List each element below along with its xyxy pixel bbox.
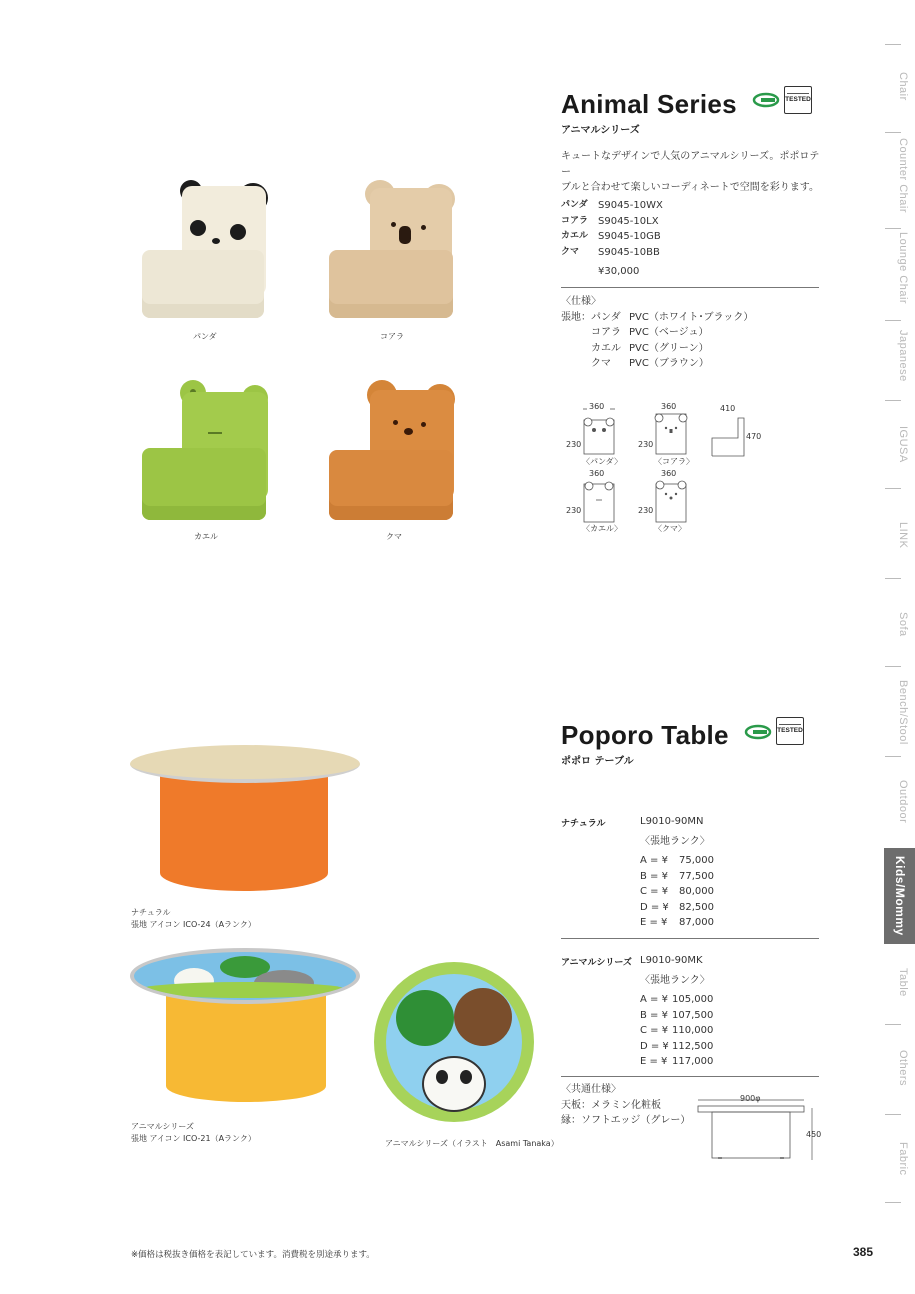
koala-front-drawing [654, 406, 688, 456]
nav-item-bench-stool[interactable]: Bench/Stool [897, 680, 909, 745]
rank-price: 87,000 [679, 917, 714, 928]
nav-divider [885, 488, 901, 489]
rank-title: 〈張地ランク〉 [640, 835, 710, 847]
spec-row [561, 325, 753, 341]
animal-series-title: Animal Series [561, 89, 737, 119]
nav-item-chair[interactable]: Chair [897, 72, 909, 101]
rank-price: 75,000 [679, 855, 714, 866]
spec-value: PVC（ベージュ） [629, 327, 709, 338]
nav-divider [885, 400, 901, 401]
bear-eye [393, 420, 398, 425]
common-spec-line: 縁：ソフトエッジ（グレー） [561, 1115, 691, 1126]
rank-price: 80,000 [679, 886, 714, 897]
dim-width: 360 [661, 469, 677, 478]
rank-price: 77,500 [679, 870, 714, 882]
rank-row [640, 853, 714, 869]
table-dim-height: 450 [806, 1130, 822, 1139]
spec-value: PVC（ブラウン） [629, 358, 709, 369]
dim-width: 360 [661, 402, 677, 411]
rank-row [640, 1054, 714, 1070]
animal-description [561, 149, 826, 196]
nav-item-counter-chair[interactable]: Counter Chair [897, 138, 909, 213]
rank-price: 82,500 [679, 901, 714, 913]
model-code: S9045-10BB [598, 246, 660, 258]
rank-price: 110,000 [672, 1025, 714, 1036]
price: ¥30,000 [598, 266, 640, 277]
natural-table-caption [131, 907, 256, 931]
nav-divider [885, 666, 901, 667]
rank-price: 117,000 [672, 1056, 714, 1067]
bear-front-drawing [654, 474, 688, 524]
bear-eye [421, 422, 426, 427]
animal-illustration [374, 962, 534, 1122]
rank-row [640, 884, 714, 900]
nav-item-kids-mommy[interactable]: Kids/Mommy [884, 848, 915, 944]
rank-label: A = ¥ [640, 855, 668, 866]
caption-line: 張地 アイコン ICO-21（Aランク） [131, 1134, 256, 1143]
spec-name: クマ [591, 358, 611, 369]
rank-label: B = ¥ [640, 870, 668, 882]
animal-model-list [561, 198, 663, 280]
table-dimension-drawing [694, 1096, 824, 1166]
nav-divider [885, 320, 901, 321]
bear-seat [329, 450, 453, 520]
illustration-bear [454, 988, 512, 1046]
rank-label: C = ¥ [640, 1025, 669, 1036]
rank-row [640, 915, 714, 931]
natural-table-photo [130, 745, 360, 895]
spec-name: コアラ [591, 327, 621, 338]
model-row [561, 245, 663, 261]
model-row [561, 214, 663, 230]
bear-caption: クマ [386, 532, 402, 541]
rank-row [640, 869, 714, 885]
dim-height: 230 [566, 440, 582, 449]
nav-divider [885, 1024, 901, 1025]
dim-total-height: 470 [746, 432, 762, 441]
tested-badge: TESTED [776, 717, 804, 745]
rank-label: D = ¥ [640, 1040, 669, 1052]
frog-seat [142, 448, 266, 520]
nav-item-table[interactable]: Table [897, 968, 909, 997]
panda-chair-photo [140, 180, 270, 325]
rank-row [640, 1023, 714, 1039]
spec-value: PVC（グリーン） [629, 342, 709, 354]
side-drawing [710, 408, 750, 458]
animal-series-subtitle: アニマルシリーズ [561, 125, 640, 136]
rank-label: C = ¥ [640, 886, 669, 897]
nav-divider [885, 228, 901, 229]
koala-eye [421, 225, 426, 230]
spec-label: 張地： [561, 311, 591, 323]
model-name: パンダ [561, 200, 588, 210]
table-top-natural [130, 745, 360, 783]
caption-line: 張地 アイコン ICO-24（Aランク） [131, 920, 256, 929]
price-row [561, 264, 663, 280]
nav-divider [885, 1114, 901, 1115]
model-name: コアラ [561, 215, 589, 226]
koala-eye [391, 222, 396, 227]
panda-eye [230, 224, 246, 240]
caption-line: ナチュラル [131, 908, 171, 917]
natural-name: ナチュラル [561, 819, 606, 829]
model-code: S9045-10WX [598, 200, 663, 211]
nav-item-link[interactable]: LINK [897, 522, 909, 549]
natural-code: L9010-90MN [640, 816, 704, 827]
illustration-frog [396, 990, 454, 1046]
animal-table-caption [131, 1121, 256, 1145]
spec-row [561, 341, 753, 357]
rank-label: D = ¥ [640, 901, 669, 913]
panda-front-drawing [582, 406, 616, 456]
nav-item-igusa[interactable]: IGUSA [897, 426, 909, 463]
rank-row [640, 1039, 714, 1055]
model-code: S9045-10LX [598, 215, 659, 227]
animal-table-photo [130, 948, 360, 1108]
panda-eye [190, 220, 206, 236]
spec-value: PVC（ホワイト･ブラック） [629, 311, 754, 323]
dim-depth: 410 [720, 404, 736, 413]
model-name: カエル [561, 231, 589, 241]
common-spec-line: 天板：メラミン化粧板 [561, 1099, 661, 1111]
animal-table-name: アニマルシリーズ [561, 958, 632, 968]
spec-name: カエル [591, 342, 621, 354]
nav-divider [885, 1202, 901, 1203]
dim-height: 230 [566, 506, 582, 515]
natural-pricing [640, 814, 714, 931]
common-specs [561, 1082, 690, 1129]
nav-divider [885, 44, 901, 45]
animal-specs [561, 294, 753, 372]
model-code: S9045-10GB [598, 231, 661, 242]
spec-name: パンダ [591, 311, 621, 323]
divider [561, 287, 819, 288]
dim-height: 230 [638, 440, 654, 449]
nav-divider [885, 756, 901, 757]
frog-caption: カエル [194, 532, 218, 541]
dim-width: 360 [589, 402, 605, 411]
panda-seat [142, 250, 264, 318]
koala-chair-photo [325, 180, 460, 325]
nav-item-japanese[interactable]: Japanese [897, 330, 909, 382]
table-dim-width: 900φ [740, 1094, 761, 1103]
dimension-drawings [560, 402, 760, 537]
nav-divider [885, 132, 901, 133]
table-top-animal [130, 948, 360, 1004]
illustration-caption: アニマルシリーズ（イラスト Asami Tanaka） [385, 1139, 559, 1148]
bear-nose [404, 428, 413, 435]
illustration-panda [422, 1056, 486, 1112]
g-mark-icon [744, 724, 772, 740]
footer-note: ※価格は税抜き価格を表記しています。消費税を別途承ります。 [131, 1250, 375, 1260]
koala-nose [399, 226, 411, 244]
rank-title: 〈張地ランク〉 [640, 974, 710, 986]
panda-nose [212, 238, 220, 244]
poporo-table-title: Poporo Table [561, 720, 729, 750]
divider [561, 938, 819, 939]
model-row [561, 229, 663, 245]
frog-chair-photo [140, 380, 272, 525]
spec-row [561, 310, 753, 326]
spec-title: 〈仕様〉 [561, 296, 601, 307]
bear-chair-photo [325, 380, 460, 525]
rank-row [640, 992, 714, 1008]
model-name: クマ [561, 246, 580, 257]
dim-width: 360 [589, 469, 605, 478]
panda-caption: パンダ [193, 332, 217, 341]
description-line: キュートなデザインで人気のアニマルシリーズ。ポポロテー [561, 151, 820, 178]
spec-row [561, 356, 753, 372]
nav-item-lounge-chair[interactable]: Lounge Chair [897, 232, 909, 305]
poporo-table-subtitle: ポポロ テーブル [561, 756, 634, 767]
rank-label: B = ¥ [640, 1009, 668, 1021]
table-base-orange [160, 771, 328, 891]
rank-price: 107,500 [672, 1009, 714, 1021]
model-row [561, 198, 663, 214]
rank-price: 112,500 [672, 1040, 714, 1052]
tested-badge: TESTED [784, 86, 812, 114]
frog-mouth [208, 432, 222, 434]
rank-label: E = ¥ [640, 917, 668, 928]
nav-item-others[interactable]: Others [897, 1050, 909, 1087]
category-nav [885, 40, 915, 1220]
nav-item-sofa[interactable]: Sofa [897, 612, 909, 637]
koala-caption: コアラ [380, 332, 404, 341]
animal-table-pricing [640, 953, 714, 1070]
rank-label: E = ¥ [640, 1056, 668, 1067]
common-title: 〈共通仕様〉 [561, 1084, 621, 1095]
dim-caption-panda: 〈パンダ〉 [582, 457, 623, 466]
frog-front-drawing [582, 474, 616, 524]
nav-item-fabric[interactable]: Fabric [897, 1142, 909, 1176]
page-number: 385 [853, 1245, 874, 1259]
dim-caption-bear: 〈クマ〉 [654, 524, 686, 533]
koala-seat [329, 250, 453, 318]
g-mark-icon [752, 92, 780, 108]
dim-caption-koala: 〈コアラ〉 [654, 457, 694, 466]
nav-item-outdoor[interactable]: Outdoor [897, 780, 909, 824]
rank-row [640, 1008, 714, 1024]
dim-caption-frog: 〈カエル〉 [582, 524, 622, 533]
animal-table-code: L9010-90MK [640, 955, 703, 966]
dim-height: 230 [638, 506, 654, 515]
rank-price: 105,000 [672, 994, 714, 1005]
caption-line: アニマルシリーズ [131, 1122, 194, 1131]
divider [561, 1076, 819, 1077]
rank-label: A = ¥ [640, 994, 668, 1005]
rank-row [640, 900, 714, 916]
description-line: ブルと合わせて楽しいコーディネートで空間を彩ります。 [561, 182, 819, 193]
nav-divider [885, 578, 901, 579]
